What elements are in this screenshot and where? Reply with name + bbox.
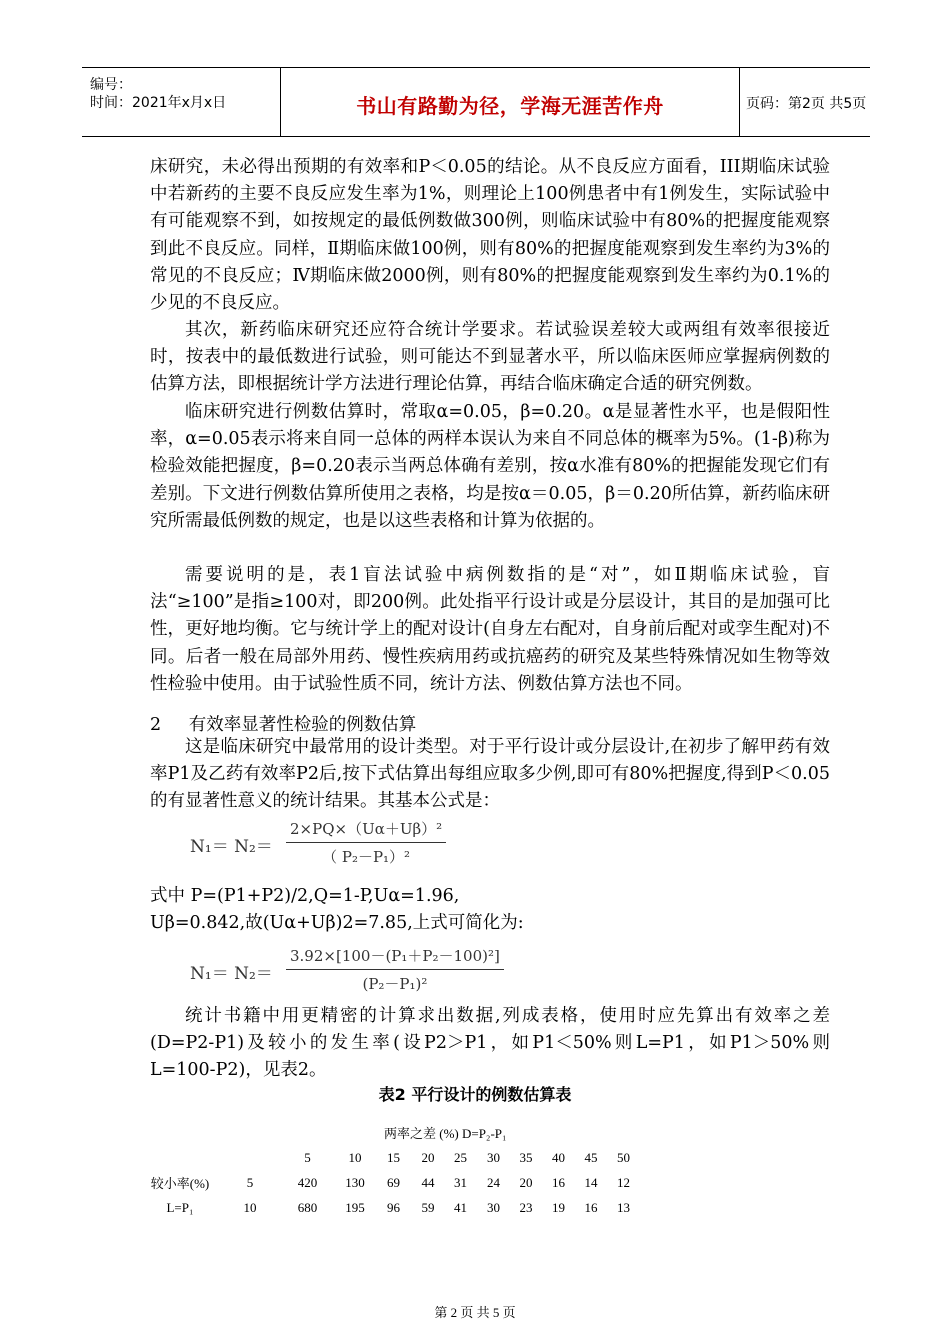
table-cell: 13 — [617, 1199, 630, 1215]
paragraph-1: 床研究，未必得出预期的有效率和P＜0.05的结论。从不良反应方面看，III期临床试验中若新药的主要不良反应发生率为1%，则理论上100例患者中有1例发生，实际试验中有可能观察不到，如按规定的最低例数做300例，则临床试验中有80%的把握度能观察到此不良反应。同样，Ⅱ期临床做100例，则有80%的把握度能观察到发生率约为3%的常见的不良反应；Ⅳ期临床做2000例，则有80%的把握度能观察到发生率约为0.1%的少见的不良反应。 — [150, 157, 830, 314]
paragraph-table-intro: 统计书籍中用更精密的计算求出数据,列成表格，使用时应先算出有效率之差(D=P2-P1)及较小的发生率(设P2＞P1，如P1＜50%则L=P1，如P1＞50%则L=100-P2)，见表2。 — [150, 1006, 830, 1081]
formula-basic-lhs: N₁＝ N₂＝ — [190, 837, 273, 857]
section-number: 2 — [150, 715, 162, 735]
formula-basic-denominator: （ P₂－P₁）² — [322, 848, 411, 866]
table-cell: 130 — [345, 1174, 365, 1190]
paragraph-intro: 这是临床研究中最常用的设计类型。对于平行设计或分层设计,在初步了解甲药有效率P1及乙药有效率P2后,按下式估算出每组应取多少例,即可有80%把握度,得到P＜0.05的有显著性意义的统计结果。其基本公式是： — [150, 737, 830, 812]
table-cell: 14 — [584, 1174, 598, 1190]
table-cell: 44 — [421, 1174, 435, 1190]
doc-date: 时间：2021年x月x日 — [90, 95, 227, 111]
col-header: 5 — [304, 1149, 311, 1165]
table-cell: 41 — [454, 1199, 467, 1215]
header-meta — [82, 68, 281, 136]
formula-simplified-fraction — [286, 945, 504, 994]
table-cell: 16 — [552, 1174, 565, 1190]
page-footer: 第 2 页 共 5 页 — [434, 1305, 516, 1320]
paragraph-3: 临床研究进行例数估算时，常取α=0.05，β=0.20。α是显著性水平，也是假阳性率，α=0.05表示将来自同一总体的两样本误认为来自不同总体的概率为5%。(1-β)称为检验效能把握度，β=0.20表示当两总体确有差别，按α水准有80%的把握能发现它们有差别。下文进行例数估算所使用之表格，均是按α＝0.05，β＝0.20所估算，新药临床研究所需最低例数的规定，也是以这些表格和计算为依据的。 — [150, 402, 830, 531]
table-cell: 420 — [297, 1174, 318, 1190]
col-header: 40 — [552, 1149, 565, 1165]
table-caption: 表2 平行设计的例数估算表 — [378, 1085, 572, 1104]
doc-number: 编号： — [90, 77, 132, 93]
row-l-value: 5 — [246, 1174, 254, 1190]
table-cell: 680 — [297, 1199, 318, 1215]
table-cell: 195 — [345, 1199, 365, 1215]
table-cell: 23 — [519, 1199, 533, 1215]
formula-basic-fraction — [286, 818, 446, 867]
table-cell: 59 — [421, 1199, 435, 1215]
paragraph-2: 其次，新药临床研究还应符合统计学要求。若试验误差较大或两组有效率很接近时，按表中的最低数进行试验，则可能达不到显著水平，所以临床医师应掌握病例数的估算方法，即根据统计学方法进行理论估算，再结合临床确定合适的研究例数。 — [150, 320, 830, 395]
table-cell: 24 — [487, 1174, 500, 1190]
estimate-table — [140, 1120, 640, 1220]
table-cell: 16 — [584, 1199, 598, 1215]
row-l-value: 10 — [243, 1199, 257, 1215]
formula-basic-numerator: 2×PQ×（Uα＋Uβ）² — [290, 820, 443, 838]
header-motto-cell — [281, 68, 740, 136]
table-row — [140, 1195, 640, 1220]
fraction-bar — [286, 969, 504, 970]
col-header: 10 — [348, 1149, 362, 1165]
formula-simplified-lhs: N₁＝ N₂＝ — [190, 964, 273, 984]
table-cell: 20 — [519, 1174, 533, 1190]
col-header: 45 — [584, 1149, 598, 1165]
table-cell: 31 — [454, 1174, 467, 1190]
col-header: 30 — [487, 1149, 500, 1165]
formula-where-2: Uβ=0.842,故(Uα+Uβ)2=7.85,上式可简化为: — [150, 913, 524, 933]
header-motto: 书山有路勤为径，学海无涯苦作舟 — [356, 94, 664, 118]
formula-simplified-denominator: (P₂－P₁)² — [362, 975, 428, 993]
fraction-bar — [286, 842, 446, 843]
col-header: 20 — [421, 1149, 435, 1165]
formula-simplified-numerator: 3.92×[100－(P₁＋P₂－100)²] — [290, 947, 500, 965]
section-title: 有效率显著性检验的例数估算 — [188, 715, 417, 735]
col-header: 15 — [387, 1149, 400, 1165]
table-cell: 69 — [387, 1174, 400, 1190]
header-page-cell — [740, 68, 870, 136]
paragraph-4: 需要说明的是，表1盲法试验中病例数指的是“对”，如Ⅱ期临床试验，盲法“≥100”是指≥100对，即200例。此处指平行设计或是分层设计，其目的是加强可比性，更好地均衡。它与统计学上的配对设计(自身左右配对，自身前后配对或孪生配对)不同。后者一般在局部外用药、慢性疾病用药或抗癌药的研究及某些特殊情况如生物等效性检验中使用。由于试验性质不同，统计方法、例数估算方法也不同。 — [150, 565, 830, 694]
header-page-code: 页码：第2页 共5页 — [746, 96, 867, 112]
table-cell: 30 — [487, 1199, 500, 1215]
col-header: 50 — [617, 1149, 630, 1165]
section-heading — [150, 711, 416, 736]
diff-header: 两率之差 (%) D=P₂-P₁ — [384, 1126, 507, 1141]
table-row — [140, 1170, 640, 1195]
table-row — [140, 1120, 640, 1145]
table-row — [140, 1145, 640, 1170]
row-header: L=P₁ — [166, 1199, 194, 1215]
col-header: 25 — [454, 1149, 467, 1165]
table-cell: 12 — [617, 1174, 630, 1190]
table-cell: 19 — [552, 1199, 565, 1215]
row-header: 较小率(%) — [150, 1176, 210, 1191]
col-header: 35 — [519, 1149, 533, 1165]
formula-where-1: 式中 P=(P1+P2)/2,Q=1-P,Uα=1.96, — [150, 886, 460, 906]
table-cell: 96 — [387, 1199, 400, 1215]
page-header — [82, 67, 870, 137]
